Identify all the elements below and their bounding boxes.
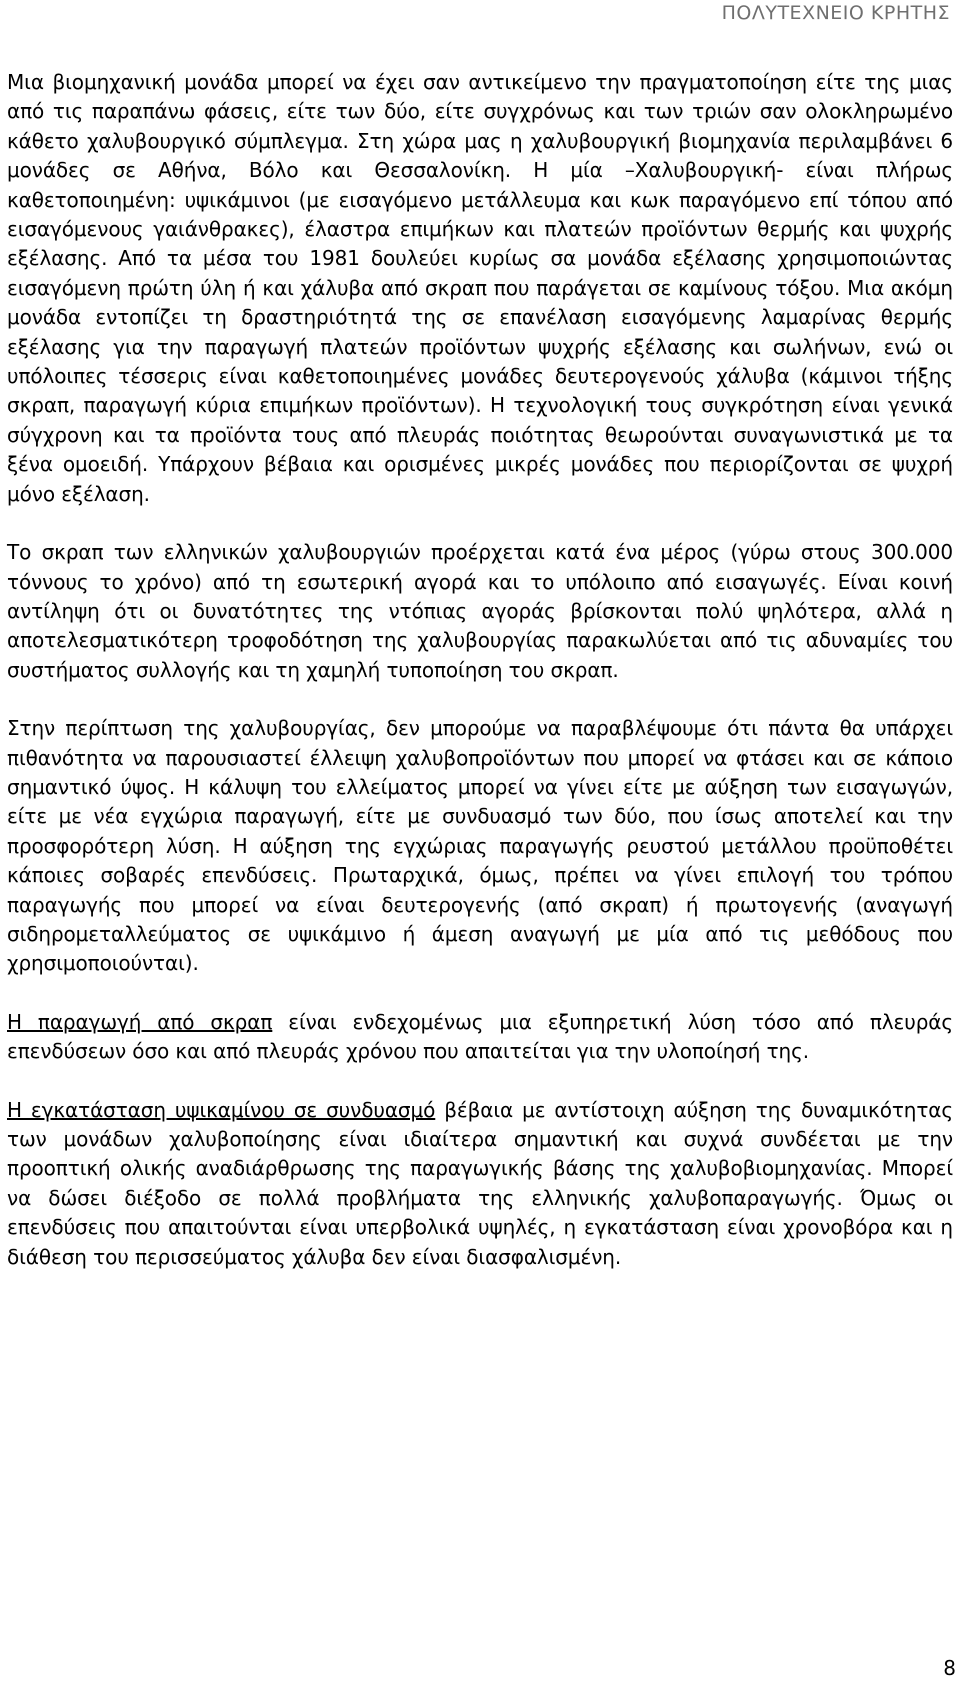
paragraph-blast-furnace	[7, 1096, 953, 1272]
page-number: 8	[943, 1656, 956, 1680]
document-header: ΠΟΛΥΤΕΧΝΕΙΟ ΚΡΗΤΗΣ	[721, 2, 950, 24]
paragraph-scrap-production-text: είναι ενδεχομένως μια εξυπηρετική λύση τόσο από πλευράς επενδύσεων όσο και από πλευράς χρόνου που απαιτείται για την υλοποίησή της.	[7, 1009, 954, 1064]
underlined-heading-scrap-production: Η παραγωγή από σκραπ	[7, 1009, 273, 1034]
paragraph-scrap-sources: Το σκραπ των ελληνικών χαλυβουργιών προέρχεται κατά ένα μέρος (γύρω στους 300.000 τόννους το χρόνο) από τη εσωτερική αγορά και το υπόλοιπο από εισαγωγές. Είναι κοινή αντίληψη ότι οι δυνατότητες της ντόπιας αγοράς βρίσκονται πολύ ψηλότερα, αλλά η αποτελεσματικότερη τροφοδότηση της χαλυβουργίας παρακωλύεται από τις αδυναμίες του συστήματος συλλογής και τη χαμηλή τυποποίηση του σκραπ.	[7, 540, 953, 682]
underlined-heading-blast-furnace: Η εγκατάσταση υψικαμίνου σε συνδυασμό	[7, 1097, 436, 1122]
paragraph-blast-furnace-text: βέβαια με αντίστοιχη αύξηση της δυναμικότητας των μονάδων χαλυβοποίησης είναι ιδιαίτερα σημαντική και συχνά συνδέεται με την προοπτική ολικής αναδιάρθρωσης της παραγωγικής βάσης της χαλυβοβιομηχανίας. Μπορεί να δώσει διέξοδο σε πολλά προβλήματα της ελληνικής χαλυβοπαραγωγής. Όμως οι επενδύσεις που απαιτούνται είναι υπερβολικά υψηλές, η εγκατάσταση είναι χρονοβόρα και η διάθεση του περισσεύματος χάλυβα δεν είναι διασφαλισμένη.	[7, 1097, 954, 1269]
document-body	[7, 68, 953, 1272]
paragraph-scrap-production	[7, 1008, 953, 1067]
paragraph-steel-units: Μια βιομηχανική μονάδα μπορεί να έχει σαν αντικείμενο την πραγματοποίηση είτε της μιας από τις παραπάνω φάσεις, είτε των δύο, είτε συγχρόνως και των τριών σαν ολοκληρωμένο κάθετο χαλυβουργικό σύμπλεγμα. Στη χώρα μας η χαλυβουργική βιομηχανία περιλαμβάνει 6 μονάδες σε Αθήνα, Βόλο και Θεσσαλονίκη. Η μία –Χαλυβουργική- είναι πλήρως καθετοποιημένη: υψικάμινοι (με εισαγόμενο μετάλλευμα και κωκ παραγόμενο επί τόπου από εισαγόμενους γαιάνθρακες), έλαστρα επιμήκων και πλατεών προϊόντων θερμής και ψυχρής εξέλασης. Από τα μέσα του 1981 δουλεύει κυρίως σα μονάδα εξέλασης χρησιμοποιώντας εισαγόμενη πρώτη ύλη ή και χάλυβα από σκραπ που παράγεται σε καμίνους τόξου. Μια ακόμη μονάδα εντοπίζει τη δραστηριότητά της σε επανέλαση εισαγόμενης λαμαρίνας θερμής εξέλασης για την παραγωγή πλατεών προϊόντων ψυχρής εξέλασης και σωλήνων, ενώ οι υπόλοιπες τέσσερις είναι καθετοποιημένες μονάδες δευτερογενούς χάλυβα (κάμινοι τήξης σκραπ, παραγωγή κύρια επιμήκων προϊόντων). Η τεχνολογική τους συγκρότηση είναι γενικά σύγχρονη και τα προϊόντα τους από πλευράς ποιότητας θεωρούνται συναγωνιστικά με τα ξένα ομοειδή. Υπάρχουν βέβαια και ορισμένες μικρές μονάδες που περιορίζονται σε ψυχρή μόνο εξέλαση.	[7, 70, 953, 506]
paragraph-production-options: Στην περίπτωση της χαλυβουργίας, δεν μπορούμε να παραβλέψουμε ότι πάντα θα υπάρχει πιθανότητα να παρουσιαστεί έλλειψη χαλυβοπροϊόντων που μπορεί να φτάσει και σε κάποιο σημαντικό ύψος. Η κάλυψη του ελλείματος μπορεί να γίνει είτε με αύξηση των εισαγωγών, είτε με νέα εγχώρια παραγωγή, είτε με συνδυασμό των δύο, που ίσως αποτελεί και την προσφορότερη λύση. Η αύξηση της εγχώριας παραγωγής ρευστού μετάλλου προϋποθέτει κάποιες σοβαρές επενδύσεις. Πρωταρχικά, όμως, πρέπει να γίνει επιλογή του τρόπου παραγωγής που μπορεί να είναι δευτερογενής (από σκραπ) ή πρωτογενής (αναγωγή σιδηρομεταλλεύματος σε υψικάμινο ή άμεση αναγωγή με μία από τις μεθόδους που χρησιμοποιούνται).	[7, 716, 953, 976]
